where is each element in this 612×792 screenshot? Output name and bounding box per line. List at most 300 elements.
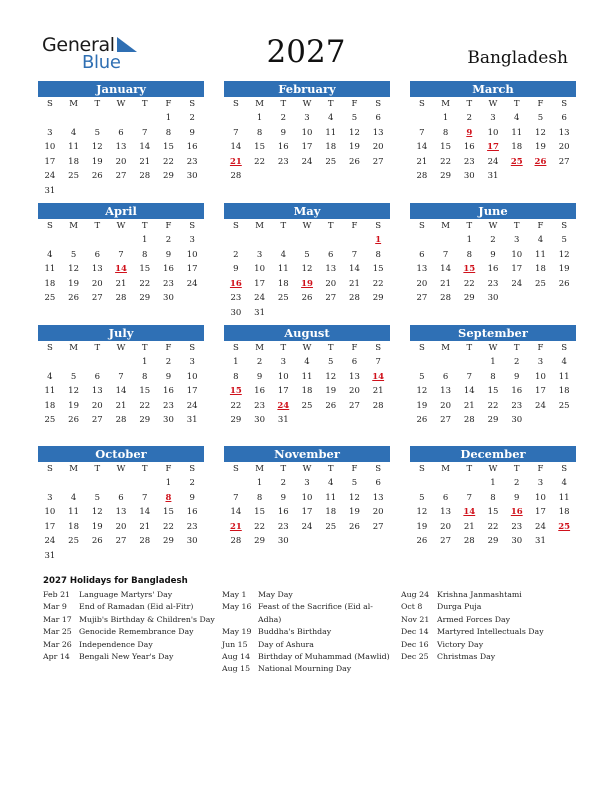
holiday-name: Buddha's Birthday [258, 627, 332, 637]
holiday-day-cell: 15 [229, 386, 242, 397]
day-cell: 12 [558, 249, 570, 260]
weekday-label: M [441, 343, 450, 353]
day-cell: 10 [186, 371, 198, 382]
day-cell: 16 [463, 142, 475, 153]
day-cell: 15 [254, 142, 265, 153]
day-cell: 27 [91, 293, 103, 304]
day-cell: 10 [511, 249, 523, 260]
weekday-label: F [165, 99, 172, 109]
weekday-label: T [94, 464, 101, 474]
week-row [410, 262, 576, 277]
holiday-day-cell: 8 [165, 492, 172, 503]
day-cell: 19 [325, 386, 337, 397]
empty-day-cell [109, 355, 133, 370]
weekday-label: T [327, 464, 334, 474]
empty-day-cell [271, 306, 295, 321]
day-cell: 5 [70, 371, 77, 382]
day-cell: 5 [537, 113, 544, 123]
holiday-date: Aug 14 [222, 652, 251, 662]
day-cell: 21 [463, 400, 475, 411]
day-cell: 4 [514, 113, 520, 123]
empty-day-cell [180, 184, 204, 199]
day-cell: 9 [189, 492, 195, 503]
holiday-item [222, 626, 402, 638]
week-row [38, 370, 204, 385]
empty-day-cell [505, 291, 529, 306]
empty-day-cell [552, 169, 576, 184]
day-cell: 1 [442, 113, 449, 123]
day-cell: 21 [139, 156, 151, 167]
holiday-name: Language Martyrs' Day [79, 590, 173, 599]
week-row [224, 248, 390, 263]
day-cell: 23 [186, 521, 198, 532]
day-cell: 1 [142, 357, 148, 367]
weekday-label: T [466, 343, 473, 353]
day-cell: 4 [328, 478, 334, 488]
week-row [224, 534, 390, 549]
day-cell: 2 [165, 235, 172, 245]
day-cell: 20 [325, 278, 337, 289]
month-header: August [224, 325, 390, 341]
day-cell: 20 [372, 507, 384, 518]
empty-day-cell [248, 233, 272, 248]
week-row [38, 399, 204, 414]
week-row [410, 291, 576, 306]
empty-day-cell [457, 355, 481, 370]
day-cell: 1 [165, 478, 172, 488]
holiday-name: Genocide Remembrance Day [79, 627, 194, 637]
day-cell: 29 [139, 293, 151, 304]
week-row [410, 248, 576, 263]
day-cell: 27 [372, 156, 384, 167]
day-cell: 30 [511, 536, 523, 547]
week-row [410, 491, 576, 506]
day-cell: 30 [163, 293, 174, 304]
country-name: Bangladesh [467, 48, 568, 68]
weekday-label: T [280, 343, 287, 353]
week-row [224, 505, 390, 520]
day-cell: 21 [115, 400, 127, 411]
day-cell: 25 [301, 400, 313, 411]
weekday-label: T [94, 221, 101, 231]
week-row [38, 155, 204, 170]
weekday-label: M [69, 221, 78, 231]
holiday-day-cell: 24 [277, 400, 290, 411]
weekday-label: T [513, 99, 520, 109]
day-cell: 20 [91, 400, 103, 411]
weekday-label: S [375, 464, 382, 474]
holiday-date: May 19 [222, 627, 252, 637]
weekday-label: W [302, 464, 312, 474]
day-cell: 29 [463, 293, 475, 304]
day-cell: 15 [487, 386, 499, 397]
day-cell: 2 [514, 478, 520, 488]
empty-day-cell [343, 534, 367, 549]
weekday-label: T [513, 221, 520, 231]
day-cell: 28 [139, 171, 151, 182]
holiday-item [401, 614, 581, 626]
week-row [224, 370, 390, 385]
holiday-date: Dec 25 [401, 652, 429, 662]
day-cell: 16 [163, 264, 174, 275]
day-cell: 27 [372, 521, 384, 532]
week-row [38, 126, 204, 141]
weekday-label: T [280, 99, 287, 109]
day-cell: 30 [163, 415, 174, 426]
day-cell: 28 [463, 415, 475, 426]
weekday-label: W [488, 464, 498, 474]
week-row [224, 476, 390, 491]
weekday-label: T [94, 343, 101, 353]
holiday-date: May 1 [222, 590, 247, 599]
weekday-label: T [280, 221, 287, 231]
day-cell: 5 [304, 249, 310, 260]
empty-day-cell [157, 549, 181, 564]
day-cell: 13 [372, 127, 384, 138]
weekday-label: T [327, 343, 334, 353]
day-cell: 14 [463, 386, 475, 397]
day-cell: 10 [186, 249, 198, 260]
day-cell: 15 [139, 386, 151, 397]
empty-day-cell [157, 184, 181, 199]
weekday-label: S [189, 343, 196, 353]
weekday-label: T [94, 99, 101, 109]
empty-day-cell [85, 111, 109, 126]
day-cell: 30 [230, 307, 242, 318]
holiday-item [43, 589, 223, 601]
day-cell: 19 [68, 400, 79, 411]
empty-day-cell [224, 111, 248, 126]
holiday-date: May 16 [222, 602, 252, 612]
weekday-label: F [537, 464, 544, 474]
week-row [38, 413, 204, 428]
day-cell: 25 [277, 293, 289, 304]
empty-day-cell [434, 476, 458, 491]
day-cell: 22 [254, 521, 265, 532]
day-cell: 14 [115, 386, 127, 397]
weekday-label: T [466, 99, 473, 109]
empty-day-cell [295, 413, 319, 428]
day-cell: 24 [511, 278, 523, 289]
day-cell: 30 [463, 171, 475, 182]
weekday-label: T [141, 343, 148, 353]
day-cell: 28 [115, 415, 127, 426]
month-header: December [410, 446, 576, 462]
day-cell: 28 [349, 293, 360, 304]
week-row [38, 491, 204, 506]
day-cell: 3 [490, 113, 496, 123]
weekday-label: M [441, 99, 450, 109]
month-header: June [410, 203, 576, 219]
day-cell: 2 [256, 357, 263, 367]
weekday-label: S [418, 343, 425, 353]
day-cell: 6 [375, 478, 381, 488]
day-cell: 29 [487, 415, 499, 426]
day-cell: 17 [535, 507, 546, 518]
empty-day-cell [457, 476, 481, 491]
day-cell: 24 [535, 521, 546, 532]
day-cell: 24 [301, 521, 313, 532]
week-row [224, 413, 390, 428]
weekday-label: S [375, 99, 382, 109]
weekday-label: F [537, 99, 544, 109]
day-cell: 28 [440, 293, 451, 304]
day-cell: 27 [115, 171, 127, 182]
day-cell: 31 [44, 550, 56, 561]
empty-day-cell [343, 233, 367, 248]
day-cell: 11 [558, 371, 570, 382]
holiday-date: Jun 15 [222, 639, 248, 649]
holiday-name: Independence Day [79, 639, 153, 649]
day-cell: 23 [186, 156, 198, 167]
day-cell: 13 [91, 386, 103, 397]
weekday-label: S [232, 464, 239, 474]
month-june [410, 203, 576, 306]
weekday-label: T [280, 464, 287, 474]
day-cell: 26 [349, 521, 360, 532]
day-cell: 6 [328, 249, 334, 260]
day-cell: 10 [254, 264, 265, 275]
day-cell: 15 [254, 507, 265, 518]
holiday-item [401, 589, 581, 601]
empty-day-cell [319, 169, 343, 184]
day-cell: 29 [139, 415, 151, 426]
day-cell: 31 [277, 415, 289, 426]
week-row [224, 491, 390, 506]
holiday-date: Apr 14 [43, 652, 70, 662]
empty-day-cell [552, 534, 576, 549]
empty-day-cell [505, 169, 529, 184]
day-cell: 10 [44, 507, 56, 518]
day-cell: 12 [325, 371, 337, 382]
day-cell: 20 [440, 521, 451, 532]
holiday-name: Day of Ashura [258, 639, 314, 649]
day-cell: 22 [163, 156, 174, 167]
day-cell: 17 [44, 521, 56, 532]
empty-day-cell [38, 355, 62, 370]
day-cell: 27 [349, 400, 360, 411]
weekday-label: S [46, 221, 53, 231]
day-cell: 6 [94, 371, 100, 382]
day-cell: 31 [44, 185, 56, 196]
day-cell: 3 [189, 235, 195, 245]
holiday-day-cell: 26 [534, 156, 547, 167]
day-cell: 22 [139, 400, 151, 411]
day-cell: 25 [68, 171, 79, 182]
holiday-name: Armed Forces Day [437, 614, 511, 624]
weekday-label: M [441, 464, 450, 474]
holiday-column [401, 589, 581, 663]
day-cell: 23 [277, 521, 289, 532]
month-april [38, 203, 204, 306]
month-header: February [224, 81, 390, 97]
empty-day-cell [552, 413, 576, 428]
weekday-label: F [351, 99, 358, 109]
holiday-name: Martyred Intellectuals Day [437, 627, 544, 637]
day-cell: 28 [230, 536, 242, 547]
week-row [410, 370, 576, 385]
day-cell: 22 [487, 521, 499, 532]
logo-general-text: General [42, 34, 115, 56]
day-cell: 15 [163, 507, 174, 518]
weekday-header-row [410, 219, 576, 233]
weekday-label: S [46, 343, 53, 353]
week-row [38, 476, 204, 491]
week-row [224, 111, 390, 126]
day-cell: 18 [325, 142, 337, 153]
week-row [410, 111, 576, 126]
day-cell: 6 [118, 492, 124, 503]
day-cell: 16 [487, 264, 499, 275]
holiday-date: Dec 16 [401, 639, 429, 649]
week-row [224, 155, 390, 170]
weekday-label: M [69, 343, 78, 353]
empty-day-cell [366, 169, 390, 184]
empty-day-cell [319, 413, 343, 428]
empty-day-cell [271, 169, 295, 184]
week-row [38, 184, 204, 199]
week-row [38, 277, 204, 292]
weekday-header-row [410, 462, 576, 476]
holiday-day-cell: 17 [487, 142, 499, 153]
empty-day-cell [319, 233, 343, 248]
day-cell: 10 [277, 371, 289, 382]
day-cell: 24 [301, 156, 313, 167]
day-cell: 9 [280, 492, 286, 503]
week-row [410, 384, 576, 399]
holiday-name: Birthday of Muhammad (Mawlid) [258, 652, 390, 662]
day-cell: 7 [375, 357, 381, 367]
day-cell: 22 [163, 521, 174, 532]
day-cell: 6 [94, 249, 100, 260]
empty-day-cell [133, 111, 157, 126]
week-row [38, 384, 204, 399]
day-cell: 23 [463, 156, 475, 167]
empty-day-cell [434, 355, 458, 370]
day-cell: 17 [186, 264, 198, 275]
day-cell: 8 [490, 492, 496, 503]
holiday-item [43, 601, 223, 613]
empty-day-cell [62, 233, 86, 248]
day-cell: 23 [163, 400, 174, 411]
weekday-label: F [537, 221, 544, 231]
weekday-label: F [351, 221, 358, 231]
empty-day-cell [529, 169, 553, 184]
weekday-label: S [232, 343, 239, 353]
day-cell: 17 [301, 142, 313, 153]
weekday-label: S [418, 99, 425, 109]
holiday-item [222, 589, 402, 601]
day-cell: 4 [561, 357, 567, 367]
day-cell: 13 [115, 142, 127, 153]
day-cell: 22 [230, 400, 242, 411]
day-cell: 31 [254, 307, 265, 318]
day-cell: 11 [535, 249, 546, 260]
holiday-name: Christmas Day [437, 652, 496, 662]
holiday-item [401, 651, 581, 663]
day-cell: 9 [165, 249, 172, 260]
day-cell: 31 [487, 171, 499, 182]
empty-day-cell [109, 476, 133, 491]
week-row [224, 384, 390, 399]
day-cell: 11 [558, 492, 570, 503]
day-cell: 11 [511, 127, 523, 138]
day-cell: 30 [511, 415, 523, 426]
empty-day-cell [529, 291, 553, 306]
empty-day-cell [38, 476, 62, 491]
day-cell: 22 [139, 278, 151, 289]
month-july [38, 325, 204, 428]
day-cell: 24 [186, 278, 198, 289]
day-cell: 29 [372, 293, 384, 304]
day-cell: 21 [349, 278, 360, 289]
day-cell: 2 [514, 357, 520, 367]
day-cell: 30 [277, 536, 289, 547]
empty-day-cell [133, 549, 157, 564]
day-cell: 4 [280, 249, 286, 260]
day-cell: 30 [186, 171, 198, 182]
day-cell: 19 [416, 400, 428, 411]
holiday-date: Mar 17 [43, 614, 72, 624]
day-cell: 10 [535, 371, 546, 382]
day-cell: 27 [416, 293, 428, 304]
holiday-day-cell: 21 [229, 156, 242, 167]
day-cell: 7 [118, 249, 124, 260]
weekday-label: S [375, 221, 382, 231]
week-row [224, 233, 390, 248]
weekday-label: S [418, 464, 425, 474]
empty-day-cell [85, 184, 109, 199]
day-cell: 29 [230, 415, 242, 426]
day-cell: 1 [490, 478, 496, 488]
day-cell: 8 [375, 249, 381, 260]
week-row [410, 355, 576, 370]
empty-day-cell [319, 306, 343, 321]
day-cell: 2 [189, 113, 195, 123]
day-cell: 28 [463, 536, 475, 547]
empty-day-cell [410, 355, 434, 370]
week-row [224, 520, 390, 535]
day-cell: 5 [328, 357, 334, 367]
holiday-day-cell: 19 [301, 278, 313, 289]
holiday-item [222, 614, 402, 626]
holiday-day-cell: 21 [229, 521, 242, 532]
empty-day-cell [410, 233, 434, 248]
day-cell: 2 [165, 357, 172, 367]
holidays-title: 2027 Holidays for Bangladesh [43, 576, 188, 586]
day-cell: 23 [277, 156, 289, 167]
empty-day-cell [410, 111, 434, 126]
day-cell: 21 [463, 521, 475, 532]
weekday-label: T [466, 464, 473, 474]
day-cell: 4 [537, 235, 544, 245]
empty-day-cell [248, 169, 272, 184]
day-cell: 20 [115, 521, 127, 532]
holiday-name: May Day [258, 590, 293, 599]
holiday-item [43, 626, 223, 638]
day-cell: 8 [442, 127, 449, 138]
day-cell: 12 [68, 386, 79, 397]
day-cell: 8 [142, 371, 148, 382]
day-cell: 15 [440, 142, 451, 153]
empty-day-cell [343, 306, 367, 321]
month-header: October [38, 446, 204, 462]
day-cell: 26 [416, 415, 428, 426]
empty-day-cell [85, 549, 109, 564]
weekday-label: M [441, 221, 450, 231]
week-row [38, 233, 204, 248]
holiday-item [222, 639, 402, 651]
